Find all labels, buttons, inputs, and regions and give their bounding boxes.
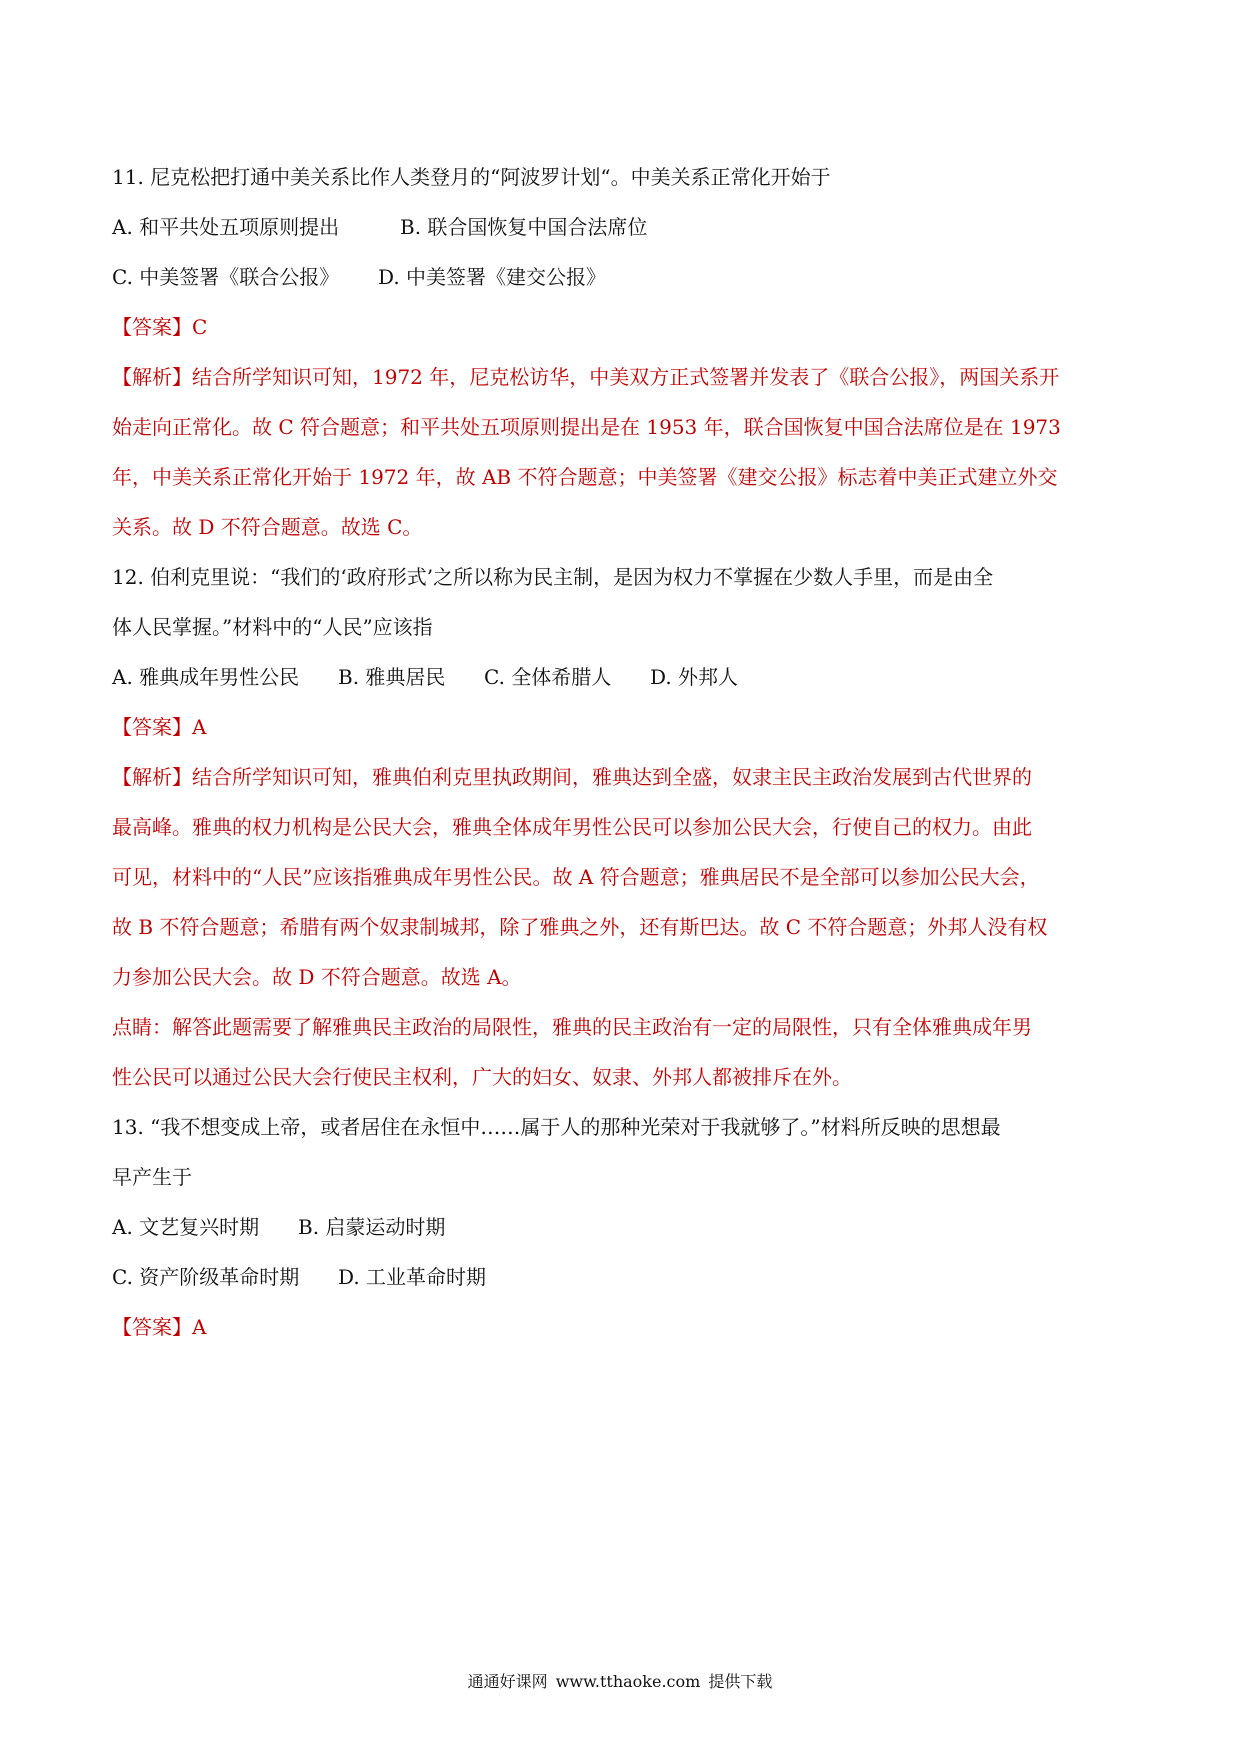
- question-block: [112, 552, 1132, 1102]
- answer-value: A: [192, 1315, 207, 1339]
- note-line: 性公民可以通过公民大会行使民主权利，广大的妇女、奴隶、外邦人都被排斥在外。: [112, 1065, 852, 1089]
- answer-option[interactable]: A. 雅典成年男性公民: [112, 665, 300, 689]
- footer-suffix: 提供下载: [708, 1672, 773, 1691]
- analysis-line: [112, 402, 1132, 452]
- option-row: [112, 652, 1132, 702]
- note-line: 点睛：解答此题需要了解雅典民主政治的局限性，雅典的民主政治有一定的局限性，只有全体雅典成年男: [112, 1015, 1032, 1039]
- analysis-text: 最高峰。雅典的权力机构是公民大会，雅典全体成年男性公民可以参加公民大会，行使自己的权力。由此: [112, 815, 1032, 839]
- question-stem: 早产生于: [112, 1165, 192, 1189]
- analysis-line: [112, 452, 1132, 502]
- analysis-text: 结合所学知识可知，1972 年，尼克松访华，中美双方正式签署并发表了《联合公报》，两国关系开: [192, 365, 1060, 389]
- question-stem: 12. 伯利克里说：“我们的‘政府形式’之所以称为民主制，是因为权力不掌握在少数人手里，而是由全: [112, 565, 994, 589]
- analysis-line: [112, 752, 1132, 802]
- answer-label: 【答案】: [112, 1315, 192, 1339]
- answer-option[interactable]: D. 中美签署《建交公报》: [378, 265, 607, 289]
- option-row: [112, 1252, 1132, 1302]
- analysis-text: 故 B 不符合题意；希腊有两个奴隶制城邦，除了雅典之外，还有斯巴达。故 C 不符合题意；外邦人没有权: [112, 915, 1048, 939]
- footer-url[interactable]: www.tthaoke.com: [555, 1672, 701, 1691]
- analysis-text: 力参加公民大会。故 D 不符合题意。故选 A。: [112, 965, 522, 989]
- answer-option[interactable]: B. 雅典居民: [338, 665, 446, 689]
- answer-label: 【答案】: [112, 315, 192, 339]
- answer-line: [112, 1302, 1132, 1352]
- analysis-line: [112, 502, 1132, 552]
- answer-line: [112, 302, 1132, 352]
- analysis-line: [112, 802, 1132, 852]
- option-row: [112, 252, 1132, 302]
- answer-option[interactable]: C. 资产阶级革命时期: [112, 1265, 300, 1289]
- page-footer: [0, 1670, 1240, 1694]
- answer-line: [112, 702, 1132, 752]
- answer-value: C: [192, 315, 208, 339]
- footer-site-name: 通通好课网: [467, 1672, 548, 1691]
- option-row: [112, 1202, 1132, 1252]
- analysis-line: [112, 952, 1132, 1002]
- answer-label: 【答案】: [112, 715, 192, 739]
- answer-option[interactable]: B. 联合国恢复中国合法席位: [400, 215, 648, 239]
- question-stem: 11. 尼克松把打通中美关系比作人类登月的“阿波罗计划“。中美关系正常化开始于: [112, 165, 831, 189]
- analysis-text: 结合所学知识可知，雅典伯利克里执政期间，雅典达到全盛，奴隶主民主政治发展到古代世界的: [192, 765, 1032, 789]
- analysis-label: 【解析】: [112, 765, 192, 789]
- answer-option[interactable]: A. 文艺复兴时期: [112, 1215, 260, 1239]
- answer-option[interactable]: D. 工业革命时期: [338, 1265, 487, 1289]
- answer-option[interactable]: C. 全体希腊人: [484, 665, 612, 689]
- analysis-line: [112, 852, 1132, 902]
- analysis-text: 始走向正常化。故 C 符合题意；和平共处五项原则提出是在 1953 年，联合国恢复中国合法席位是在 1973: [112, 415, 1061, 439]
- option-row: [112, 202, 1132, 252]
- analysis-text: 可见，材料中的“人民”应该指雅典成年男性公民。故 A 符合题意；雅典居民不是全部可以参加公民大会，: [112, 865, 1040, 889]
- analysis-label: 【解析】: [112, 365, 192, 389]
- question-content: [112, 152, 1132, 1352]
- question-block: [112, 1102, 1132, 1352]
- question-stem: 体人民掌握。”材料中的“人民”应该指: [112, 615, 433, 639]
- analysis-line: [112, 902, 1132, 952]
- answer-option[interactable]: A. 和平共处五项原则提出: [112, 215, 340, 239]
- answer-option[interactable]: D. 外邦人: [650, 665, 739, 689]
- answer-option[interactable]: C. 中美签署《联合公报》: [112, 265, 340, 289]
- question-block: [112, 152, 1132, 552]
- analysis-line: [112, 352, 1132, 402]
- analysis-text: 年，中美关系正常化开始于 1972 年，故 AB 不符合题意；中美签署《建交公报》标志着中美正式建立外交: [112, 465, 1058, 489]
- answer-value: A: [192, 715, 207, 739]
- answer-option[interactable]: B. 启蒙运动时期: [298, 1215, 446, 1239]
- analysis-text: 关系。故 D 不符合题意。故选 C。: [112, 515, 423, 539]
- question-stem: 13. “我不想变成上帝，或者居住在永恒中……属于人的那种光荣对于我就够了。”材料所反映的思想最: [112, 1115, 1001, 1139]
